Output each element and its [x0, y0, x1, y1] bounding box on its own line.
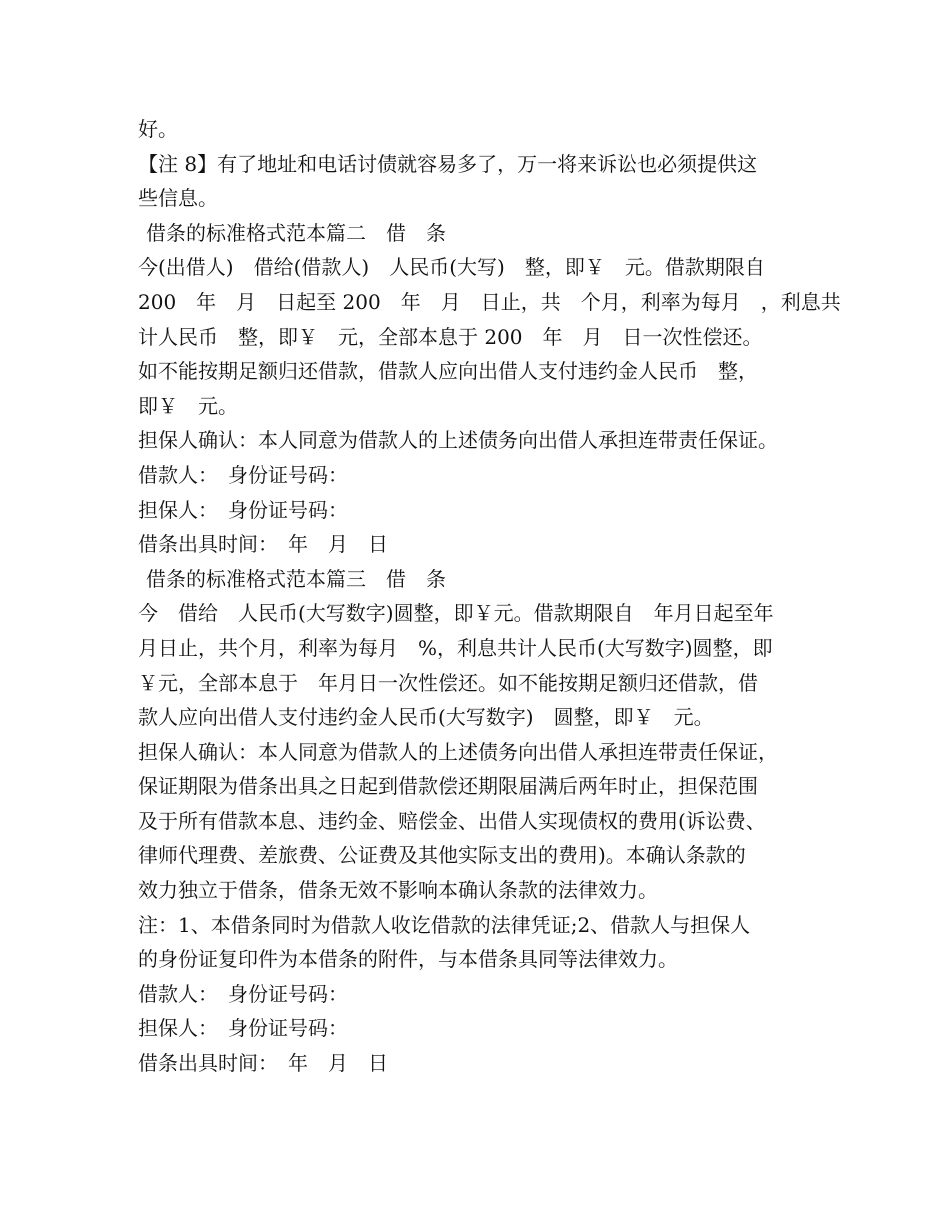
text-line: 即￥ 元。: [138, 393, 238, 418]
issue-date-line: 借条出具时间： 年 月 日: [138, 1051, 388, 1076]
text-line: 200 年 月 日起至 200 年 月 日止，共 个月，利率为每月 ，利息共: [138, 289, 841, 314]
text-line: 如不能按期足额归还借款，借款人应向出借人支付违约金人民币 整，: [138, 359, 758, 384]
text-line: 计人民币 整，即￥ 元，全部本息于 200 年 月 日一次性偿还。: [138, 324, 763, 349]
text-line: 效力独立于借条，借条无效不影响本确认条款的法律效力。: [138, 878, 658, 903]
text-line: 今 借给 人民币(大写数字)圆整，即￥元。借款期限自 年月日起至年: [138, 601, 774, 626]
text-line: 保证期限为借条出具之日起到借款偿还期限届满后两年时止，担保范围: [138, 774, 758, 799]
text-line: 及于所有借款本息、违约金、赔偿金、出借人实现债权的费用(诉讼费、: [138, 808, 766, 833]
borrower-signature-line: 借款人： 身份证号码：: [138, 462, 348, 487]
guarantor-signature-line: 担保人： 身份证号码：: [138, 1016, 348, 1041]
guarantor-confirmation-line: 担保人确认：本人同意为借款人的上述债务向出借人承担连带责任保证。: [138, 428, 778, 453]
text-line: 款人应向出借人支付违约金人民币(大写数字) 圆整，即￥ 元。: [138, 705, 714, 730]
section-heading-template-3: 借条的标准格式范本篇三 借 条: [146, 566, 446, 591]
text-line: 今(出借人) 借给(借款人) 人民币(大写) 整，即￥ 元。借款期限自: [138, 255, 765, 280]
issue-date-line: 借条出具时间： 年 月 日: [138, 532, 388, 557]
document-body: [138, 112, 841, 1081]
guarantor-signature-line: 担保人： 身份证号码：: [138, 497, 348, 522]
text-line: 些信息。: [138, 186, 218, 211]
guarantor-confirmation-line: 担保人确认：本人同意为借款人的上述债务向出借人承担连带责任保证，: [138, 739, 778, 764]
borrower-signature-line: 借款人： 身份证号码：: [138, 981, 348, 1006]
text-line-continuation: 好。: [138, 117, 178, 141]
text-line: ￥元，全部本息于 年月日一次性偿还。如不能按期足额归还借款，借: [138, 670, 758, 695]
section-heading-template-2: 借条的标准格式范本篇二 借 条: [146, 220, 446, 245]
note-8-line: 【注 8】有了地址和电话讨债就容易多了，万一将来诉讼也必须提供这: [138, 151, 758, 176]
text-line: 的身份证复印件为本借条的附件，与本借条具同等法律效力。: [138, 947, 678, 972]
note-line: 注：1、本借条同时为借款人收讫借款的法律凭证;2、借款人与担保人: [138, 912, 751, 937]
text-line: 律师代理费、差旅费、公证费及其他实际支出的费用)。本确认条款的: [138, 843, 746, 868]
text-line: 月日止，共个月，利率为每月 %，利息共计人民币(大写数字)圆整，即: [138, 635, 773, 660]
